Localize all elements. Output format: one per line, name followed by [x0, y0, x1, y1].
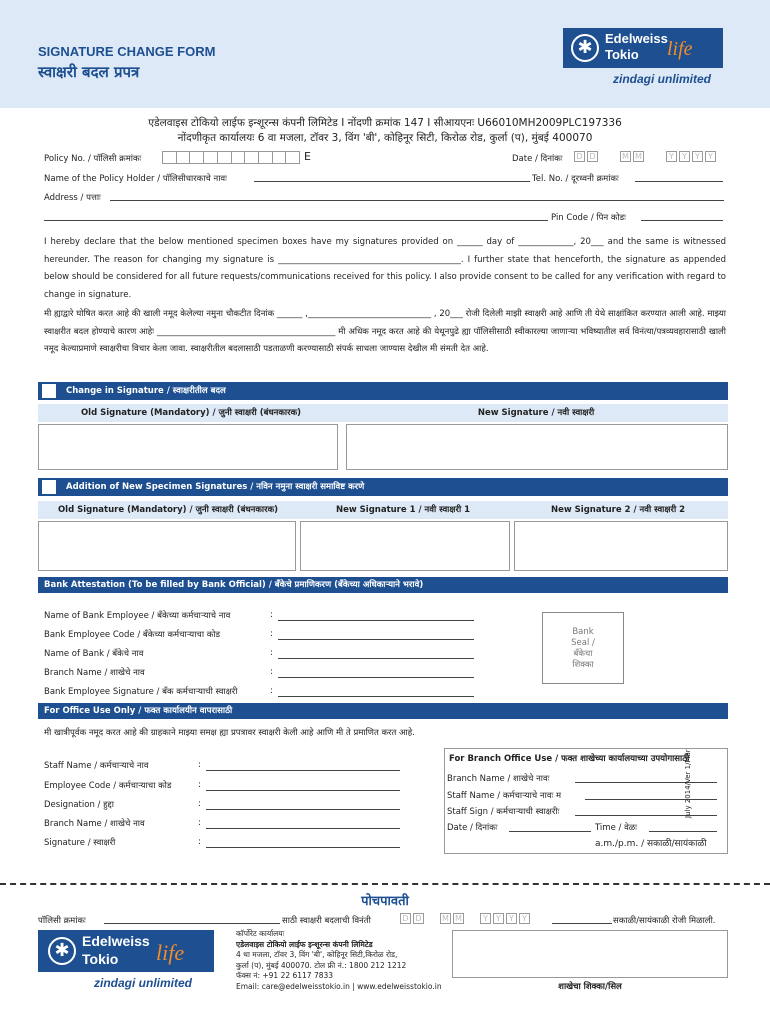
change-signature-checkbox[interactable]: [42, 384, 56, 398]
change-signature-bar: Change in Signature / स्वाक्षरीतील बदल: [38, 382, 728, 400]
branch-office-sign-label: Staff Sign / कर्मचाऱ्याची स्वाक्षरीः: [447, 807, 560, 817]
branch-office-sign-field[interactable]: [575, 806, 717, 816]
staff-name-label: Staff Name / कर्मचाऱ्याचे नाव: [44, 761, 149, 771]
pin-label: Pin Code / पिन कोडः: [551, 213, 626, 223]
bank-employee-name-field[interactable]: [278, 611, 474, 621]
addition-signature-header: Old Signature (Mandatory) / जुनी स्वाक्षरी (बंधनकारक) New Signature 1 / नवी स्वाक्षरी 1 New Signature 2 / नवी स्वाक्षरी 2: [38, 501, 728, 519]
branch-name-label: Branch Name / शाखेचे नाव: [44, 668, 145, 678]
bank-name-field[interactable]: [278, 649, 474, 659]
declaration-marathi: मी ह्याद्वारे घोषित करत आहे की खाली नमूद केलेल्या नमुना चौकटीत दिनांक ______ ,_____________________________ , 20___ रोजी दिलेली माझी स्वाक्षरी आहे आणि ती येथे साक्षांकित करण्यात आली आहे. माझ्या स्वाक्षरीत बदल होण्याचे कारण आहेः __________________________________________ मी अधिक नमूद करत आहे की येथूनपुढे ह्या पॉलिसीसाठी स्वीकारल्या जाणाऱ्या भविष्यातील सर्व विनंत्या/पत्रव्यवहारासाठी खाली नमूद केल्याप्रमाणे स्वाक्षरीचा विचार केला जावा. स्वाक्षरीतील बदलासाठी पडताळणी करण्यासाठी संपर्क साधला जाण्यास देखील मी संमती देत आहे.: [44, 309, 726, 354]
branch-office-date-label: Date / दिनांकः: [447, 823, 498, 833]
policy-no-label: Policy No. / पॉलिसी क्रमांकः: [44, 154, 142, 164]
addition-signature-checkbox[interactable]: [42, 480, 56, 494]
old-signature-box[interactable]: [38, 424, 338, 470]
office-branch-name-field[interactable]: [206, 819, 400, 829]
address-field-2[interactable]: [44, 211, 548, 221]
tel-label: Tel. No. / दूरध्वनी क्रमांकः: [532, 174, 619, 184]
receipt-logo-star-icon: ✱: [48, 937, 76, 965]
office-branch-name-label: Branch Name / शाखेचे नाव: [44, 819, 145, 829]
change-signature-header: Old Signature (Mandatory) / जुनी स्वाक्षरी (बंधनकारक) New Signature / नवी स्वाक्षरी: [38, 404, 728, 422]
receipt-request-text: साठी स्वाक्षरी बदलाची विनंती: [282, 916, 371, 926]
address-field-1[interactable]: [110, 191, 724, 201]
receipt-received-text: सकाळी/सायंकाळी रोजी मिळाली.: [613, 916, 716, 926]
employee-code-field[interactable]: [206, 781, 400, 791]
company-line-2: नोंदणीकृत कार्यालयः 6 वा मजला, टॉवर 3, विंग 'बी', कोहिनूर सिटी, किरोळ रोड, कुर्ला (प), मुंबई 400070: [177, 132, 593, 144]
new-signature-box[interactable]: [346, 424, 728, 470]
bank-employee-code-field[interactable]: [278, 630, 474, 640]
bank-employee-name-label: Name of Bank Employee / बँकेच्या कर्मचाऱ्याचे नाव: [44, 611, 231, 621]
bank-seal-box: Bank Seal / बँकेचा शिक्का: [542, 612, 624, 684]
branch-office-staff-field[interactable]: [585, 790, 717, 800]
holder-field[interactable]: [254, 172, 530, 182]
addition-new-signature-1-box[interactable]: [300, 521, 510, 571]
addition-signature-bar: Addition of New Specimen Signatures / नविन नमुना स्वाक्षरी समाविष्ट करणे: [38, 478, 728, 496]
form-title-mr: स्वाक्षरी बदल प्रपत्र: [38, 63, 140, 81]
bank-name-label: Name of Bank / बँकेचे नाव: [44, 649, 144, 659]
receipt-time-field[interactable]: [552, 914, 612, 924]
holder-label: Name of the Policy Holder / पॉलिसीधारकाचे नावः: [44, 174, 227, 184]
designation-field[interactable]: [206, 800, 400, 810]
bank-attestation-bar: Bank Attestation (To be filled by Bank Official) / बँकेचे प्रमाणिकरण (बँकेच्या अधिकाऱ्याने भरावे): [38, 577, 728, 593]
receipt-title: पोचपावती: [361, 894, 409, 909]
date-boxes[interactable]: D D M M Y Y Y Y: [574, 151, 716, 162]
staff-name-field[interactable]: [206, 761, 400, 771]
address-label: Address / पत्ताः: [44, 193, 101, 203]
addition-old-signature-box[interactable]: [38, 521, 296, 571]
bank-employee-code-label: Bank Employee Code / बँकेच्या कर्मचाऱ्याचा कोड: [44, 630, 221, 640]
receipt-corporate-address: कॉर्पोरेट कार्यालयः एडेलवाइस टोकियो लाईफ इन्शूरन्स कंपनी लिमिटेड 4 था मजला, टॉवर 3, विंग 'बी', कोहिनूर सिटी,किरोळ रोड, कुर्ला (प), मुंबई 400070. टोल फ्री नं.: 1800 212 1212 फॅक्स नं: +91 22 6117 7833 Email: care@edelweisstokio.in | www.edelweisstokio.in: [236, 929, 442, 991]
branch-stamp-label: शाखेचा शिक्का/सिल: [558, 982, 622, 992]
office-signature-field[interactable]: [206, 838, 400, 848]
office-signature-label: Signature / स्वाक्षरी: [44, 838, 116, 848]
employee-code-label: Employee Code / कर्मचाऱ्याचा कोड: [44, 781, 172, 791]
version-text: July 2014/Ver 1/Mar: [684, 749, 692, 818]
branch-office-staff-label: Staff Name / कर्मचाऱ्याचे नावः म: [447, 791, 562, 801]
designation-label: Designation / हुद्दा: [44, 800, 114, 810]
office-use-bar: For Office Use Only / फक्त कार्यालयीन वापरासाठी: [38, 703, 728, 719]
policy-no-boxes[interactable]: [162, 151, 300, 164]
company-line-1: एडेलवाइस टोकियो लाईफ इन्शूरन्स कंपनी लिमिटेड I नोंदणी क्रमांक 147 I सीआयएनः U66010MH2009PLC197336: [148, 117, 622, 129]
policy-suffix: E: [304, 150, 311, 163]
receipt-date-boxes[interactable]: D D M M Y Y Y Y: [400, 913, 530, 924]
branch-office-branch-label: Branch Name / शाखेचे नावः: [447, 774, 550, 784]
receipt-policy-field[interactable]: [104, 914, 280, 924]
pin-field[interactable]: [641, 211, 723, 221]
declaration-english: I hereby declare that the below mentioned specimen boxes have my signatures provided on ______ day of _____________, 20___ and the same is witnessed hereunder. The reason for changing my signature is ___________________________________________. I further state that henceforth, the signature as appended below should be considered for all future requests/communications received for this policy. I also provide consent to be called for any verification with regard to change in signature.: [44, 237, 726, 300]
logo-star-icon: ✱: [571, 34, 599, 62]
branch-office-ampm: a.m./p.m. / सकाळी/सायंकाळी: [595, 839, 707, 849]
receipt-policy-label: पॉलिसी क्रमांकः: [38, 916, 86, 926]
branch-stamp-box[interactable]: [452, 930, 728, 978]
form-title-en: SIGNATURE CHANGE FORM: [38, 44, 216, 59]
tel-field[interactable]: [635, 172, 723, 182]
bank-employee-signature-field[interactable]: [278, 687, 474, 697]
edelweiss-logo: ✱ Edelweiss Tokio life zindagi unlimited: [563, 28, 723, 90]
date-label: Date / दिनांकः: [512, 154, 563, 164]
branch-office-time-field[interactable]: [649, 822, 717, 832]
branch-name-field[interactable]: [278, 668, 474, 678]
branch-office-date-field[interactable]: [509, 822, 591, 832]
bank-employee-signature-label: Bank Employee Signature / बँक कर्मचाऱ्याची स्वाक्षरी: [44, 687, 238, 697]
branch-office-title: For Branch Office Use / फक्त शाखेच्या कार्यालयाच्या उपयोगासाठी: [449, 754, 690, 764]
branch-office-time-label: Time / वेळः: [595, 823, 637, 833]
addition-new-signature-2-box[interactable]: [514, 521, 728, 571]
branch-office-branch-field[interactable]: [575, 773, 717, 783]
receipt-logo: ✱ Edelweiss Tokio life zindagi unlimited: [38, 930, 214, 996]
office-statement: मी खात्रीपूर्वक नमूद करत आहे की ग्राहकाने माझ्या समक्ष ह्या प्रपत्रावर स्वाक्षरी केली आहे आणि मी ते प्रमाणित करत आहे.: [44, 728, 415, 738]
tear-line: [0, 883, 770, 885]
